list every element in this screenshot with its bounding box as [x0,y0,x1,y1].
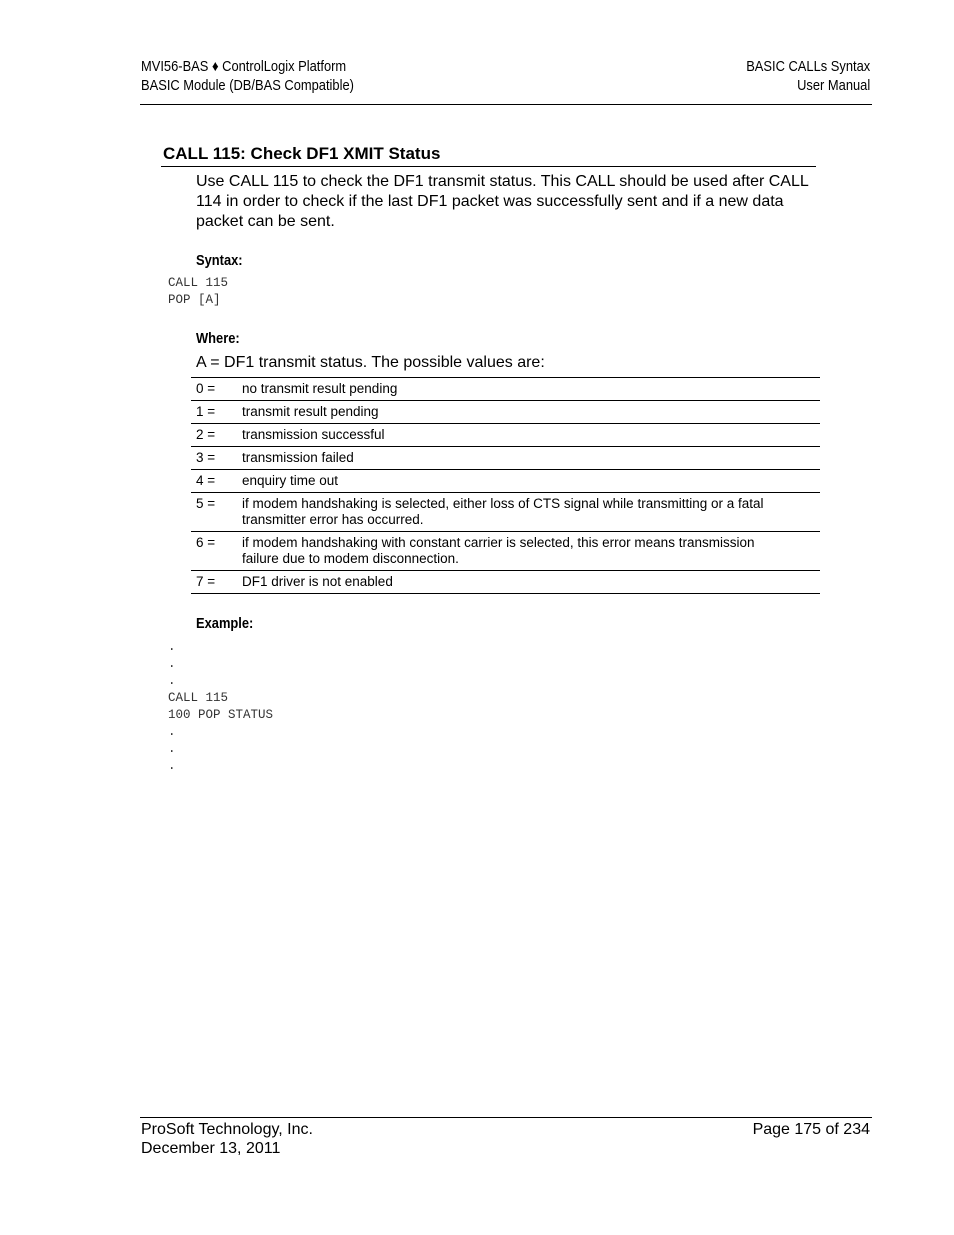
page-footer-left [141,1120,313,1158]
table-row [191,470,820,493]
code-line: CALL 115 [168,276,229,290]
section-intro: Use CALL 115 to check the DF1 transmit status. This CALL should be used after CALL 114 in order to check if the last DF1 packet was successfully sent and if a new data packet can be sent. [196,173,809,230]
footer-divider [140,1117,872,1118]
section-title-underline [161,166,816,167]
code-line: . [168,759,176,773]
code-line: . [168,725,176,739]
value-description: if modem handshaking is selected, either loss of CTS signal while transmitting or a fatal transmitter error has occurred. [238,493,820,532]
value-code: 6 = [191,532,238,571]
header-product-line: MVI56-BAS ♦ ControlLogix Platform [141,58,347,75]
header-module-line: BASIC Module (DB/BAS Compatible) [141,77,354,94]
table-row [191,378,820,401]
footer-date: December 13, 2011 [141,1140,281,1157]
footer-company: ProSoft Technology, Inc. [141,1121,313,1138]
code-line: 100 POP STATUS [168,708,274,722]
code-line: . [168,640,176,654]
syntax-code-block [168,275,228,309]
code-line: . [168,742,176,756]
value-description: no transmit result pending [238,378,820,401]
value-code: 4 = [191,470,238,493]
value-description: transmit result pending [238,401,820,424]
header-chapter: BASIC CALLs Syntax [745,58,870,75]
page-header-left [141,57,354,95]
example-heading: Example: [196,615,254,632]
value-code: 5 = [191,493,238,532]
value-code: 7 = [191,571,238,594]
table-row [191,571,820,594]
section-title: CALL 115: Check DF1 XMIT Status [163,144,441,163]
code-line: POP [A] [168,293,221,307]
value-description: if modem handshaking with constant carrier is selected, this error means transmission failure due to modem disconnection. [238,532,820,571]
header-manual-type: User Manual [796,77,870,94]
code-line: CALL 115 [168,691,229,705]
value-code: 2 = [191,424,238,447]
example-code-block [168,639,273,775]
table-row [191,401,820,424]
code-line: . [168,657,176,671]
value-code: 3 = [191,447,238,470]
value-description: transmission failed [238,447,820,470]
header-divider [140,104,872,105]
value-code: 1 = [191,401,238,424]
value-description: enquiry time out [238,470,820,493]
table-row [191,424,820,447]
syntax-heading: Syntax: [196,252,243,269]
where-heading: Where: [196,330,240,347]
where-description: A = DF1 transmit status. The possible values are: [196,354,545,371]
page-header-right [746,57,870,95]
table-row [191,493,820,532]
status-values-table [191,377,820,594]
page-number: Page 175 of 234 [752,1121,870,1138]
value-description: DF1 driver is not enabled [238,571,820,594]
table-row [191,447,820,470]
code-line: . [168,674,176,688]
table-row [191,532,820,571]
value-code: 0 = [191,378,238,401]
value-description: transmission successful [238,424,820,447]
